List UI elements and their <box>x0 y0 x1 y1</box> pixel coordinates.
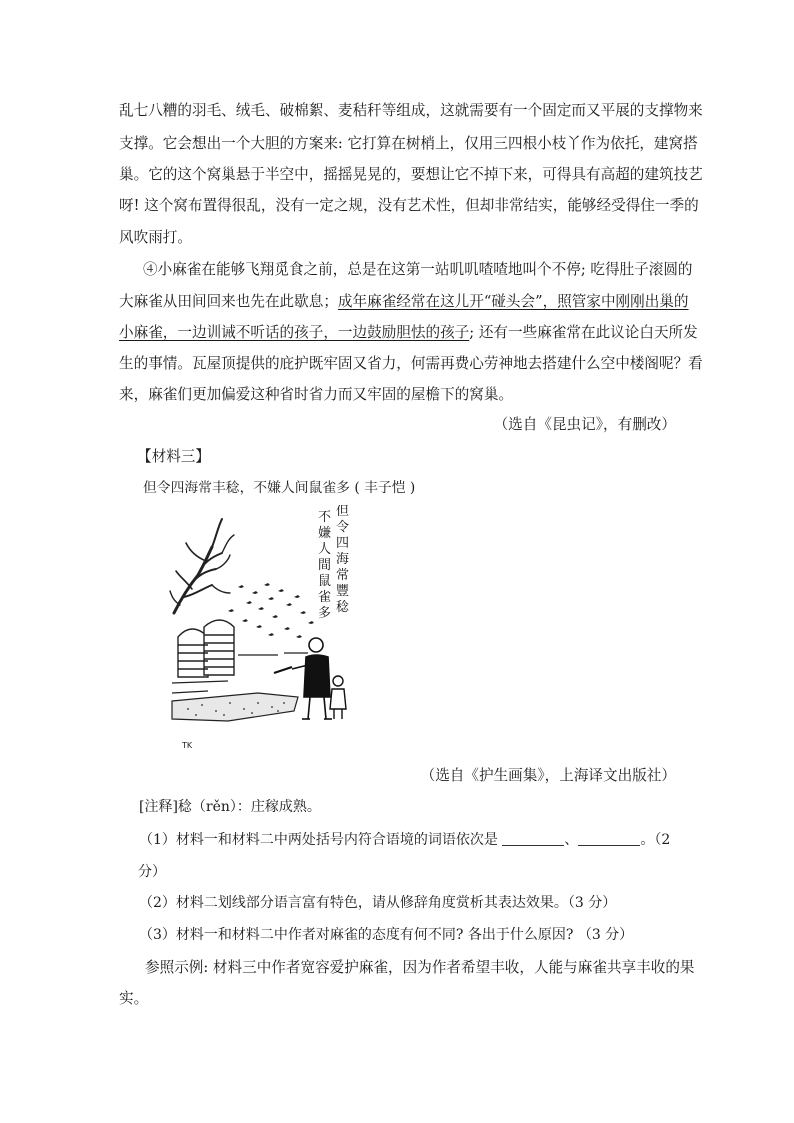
tree-illustration <box>170 519 234 613</box>
paragraph-4-line <box>119 292 689 312</box>
annotation-note: [注释]稔（rěn）：庄稼成熟。 <box>139 799 321 815</box>
passage-line: 支撑。它会想出一个大胆的方案来: 它打算在树梢上，仅用三四根小枝丫作为依托，建窝搭 <box>119 135 698 152</box>
question-text: （1）材料一和材料二中两处括号内符合语境的词语依次是 <box>139 832 503 848</box>
painting-signature: TK <box>182 741 193 750</box>
painting-caption: 但令四海常丰稔，不嫌人间鼠雀多 ( 丰子恺 ) <box>143 480 416 496</box>
paragraph-4-line: ④小麻雀在能够飞翔觅食之前，总是在这第一站叽叽喳喳地叫个不停; 吃得肚子滚圆的 <box>143 261 693 278</box>
passage-line: 乱七八糟的羽毛、绒毛、破棉絮、麦秸秆等组成，这就需要有一个固定而又平展的支撑物来 <box>119 102 703 119</box>
svg-text:常: 常 <box>336 568 350 583</box>
threshing-ground <box>172 693 298 721</box>
svg-text:嫌: 嫌 <box>318 526 332 541</box>
haystacks <box>178 620 234 677</box>
plain-text: 大麻雀从田间回来也先在此歇息； <box>119 293 338 310</box>
question-2: （2）材料二划线部分语言富有特色，请从修辞角度赏析其表达效果。（3 分） <box>139 895 617 911</box>
svg-text:人: 人 <box>318 542 332 557</box>
svg-text:間: 間 <box>318 558 332 573</box>
svg-text:雀: 雀 <box>318 590 332 605</box>
svg-text:多: 多 <box>318 606 332 621</box>
sparrow-flock <box>228 583 314 638</box>
section-heading: 【材料三】 <box>137 448 210 465</box>
question-3: （3）材料一和材料二中作者对麻雀的态度有何不同? 各出于什么原因? （3 分） <box>139 927 634 943</box>
svg-text:令: 令 <box>336 520 350 535</box>
source-citation: （选自《护生画集》，上海译文出版社） <box>420 767 676 784</box>
answer-blank-2[interactable] <box>578 831 640 846</box>
svg-text:豐: 豐 <box>336 584 350 599</box>
svg-text:海: 海 <box>336 552 350 567</box>
question-1 <box>139 830 670 850</box>
child-figure <box>330 676 346 719</box>
svg-text:但: 但 <box>336 505 350 519</box>
answer-example: 参照示例: 材料三中作者宽容爱护麻雀，因为作者希望丰收，人能与麻雀共享丰收的果 <box>145 959 695 976</box>
paragraph-4-line: 来，麻雀们更加偏爱这种省时省力而又牢固的屋檐下的窝巢。 <box>119 386 514 403</box>
svg-text:四: 四 <box>336 536 350 551</box>
svg-text:鼠: 鼠 <box>318 574 332 589</box>
paragraph-4-line: 生的事情。瓦屋顶提供的庇护既牢固又省力，何需再费心劳神地去搭建什么空中楼阁呢？看 <box>119 355 703 372</box>
svg-text:稔: 稔 <box>336 600 350 615</box>
question-text: 。（2 <box>640 832 671 848</box>
plain-text: ; 还有一些麻雀常在此议论白天所发 <box>469 324 698 341</box>
source-citation: （选自《昆虫记》，有删改） <box>493 416 676 433</box>
question-1-continued: 分） <box>138 864 166 880</box>
separator-text: 、 <box>564 832 579 848</box>
painting-inscription <box>318 505 350 621</box>
svg-text:不: 不 <box>318 510 332 525</box>
underlined-text: 小麻雀，一边训诫不听话的孩子，一边鼓励胆怯的孩子 <box>119 324 470 341</box>
passage-line: 巢。它的这个窝巢悬于半空中，摇摇晃晃的，要想让它不掉下来，可得具有高超的建筑技艺 <box>119 166 703 183</box>
paragraph-4-line <box>119 323 698 343</box>
answer-blank-1[interactable] <box>502 831 564 846</box>
passage-line: 呀! 这个窝布置得很乱，没有一定之规，没有艺术性，但却非常结实，能够经受得住一季的 <box>119 197 699 214</box>
passage-line: 风吹雨打。 <box>119 229 192 246</box>
answer-example: 实。 <box>119 990 149 1007</box>
underlined-text: 成年麻雀经常在这儿开“碰头会”，照管家中刚刚出巢的 <box>337 293 689 310</box>
painting-illustration <box>168 505 423 755</box>
